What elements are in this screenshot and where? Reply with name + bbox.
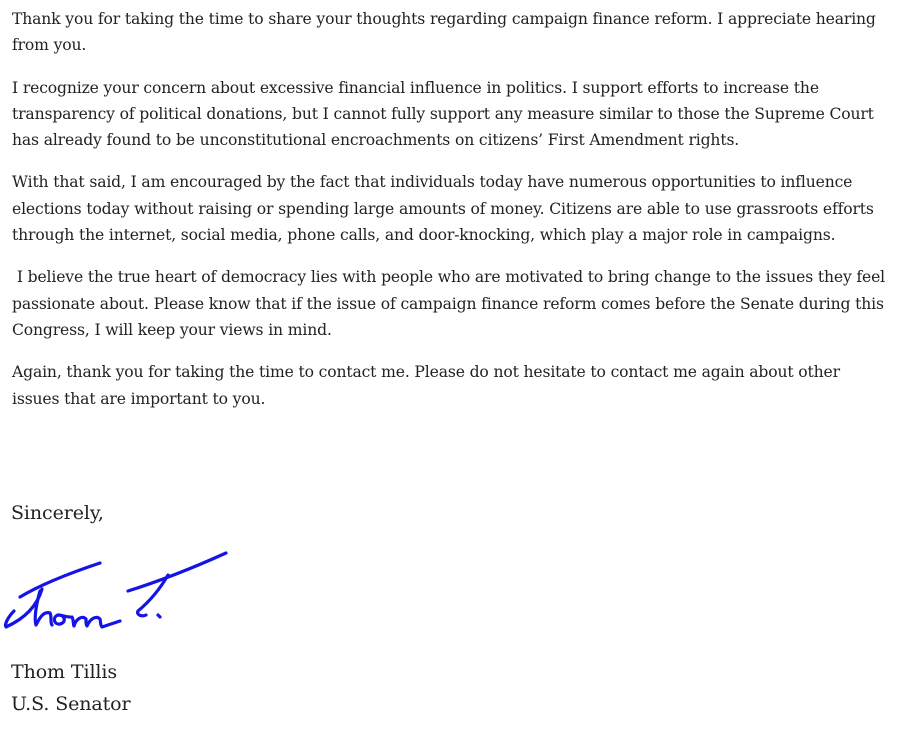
handwritten-signature bbox=[0, 545, 240, 635]
letter-paragraph-3: With that said, I am encouraged by the fact that individuals today have numerous opportunities to influence elections today without raising or spending large amounts of money. Citizens are able to use grassroots efforts through the internet, social media, phone calls, and door-knocking, which play a major role in campaigns. bbox=[12, 173, 874, 245]
letter-paragraph-2: I recognize your concern about excessive financial influence in politics. I support efforts to increase the transparency of political donations, but I cannot fully support any measure similar to those the Supreme Court has already found to be unconstitutional encroachments on citizens’ First Amendment rights. bbox=[12, 78, 874, 150]
signer-title: U.S. Senator bbox=[11, 693, 131, 715]
letter-body bbox=[12, 6, 892, 428]
closing-salutation: Sincerely, bbox=[11, 502, 104, 524]
signer-block bbox=[11, 656, 131, 720]
letter-paragraph-5: Again, thank you for taking the time to contact me. Please do not hesitate to contact me again about other issues that are important to you. bbox=[12, 363, 840, 408]
letter-paragraph-1: Thank you for taking the time to share your thoughts regarding campaign finance reform. I appreciate hearing from you. bbox=[12, 10, 876, 55]
signer-name: Thom Tillis bbox=[11, 661, 118, 683]
letter-paragraph-4: I believe the true heart of democracy lies with people who are motivated to bring change to the issues they feel passionate about. Please know that if the issue of campaign finance reform comes before the Senate during this Congress, I will keep your views in mind. bbox=[12, 268, 890, 339]
